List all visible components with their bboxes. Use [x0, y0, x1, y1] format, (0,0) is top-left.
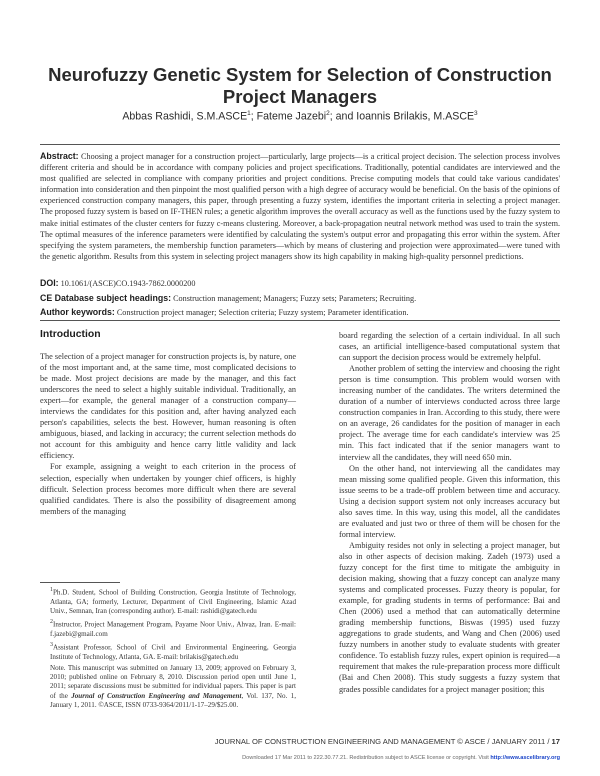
author-1: Abbas Rashidi, S.M.ASCE: [122, 110, 248, 123]
keywords-label: Author keywords:: [40, 307, 115, 317]
abstract: [40, 151, 560, 262]
author-2: Fateme Jazebi: [256, 110, 327, 123]
author-1-mark: 1: [247, 110, 251, 117]
paragraph: On the other hand, not interviewing all the candidates may mean missing some qualified people. Given this information, this issue seems to be a trade-off problem between time and accuracy. Using a decision support system not only increases accuracy but also saves time. In this way, using this model, all the candidates are evaluated and just two or three of them will be chosen for the formal interview.: [339, 463, 560, 539]
paragraph: The selection of a project manager for construction projects is, by nature, one of the most important and, at the same time, most complicated decisions to be made. Most project decisions are made by the manager, and this fact underscores the need to select a highly suitable individual. Traditionally, an expert—for example, the general manager of a construction company—interviews the candidates for this position and, after having analyzed each person's capabilities, selects the best. However, human reasoning is often ambiguous, biased, and lacking in accuracy; the current selection methods do not account for this ambiguity and hence carry little validity and lack efficiency.: [40, 352, 296, 461]
paragraph: For example, assigning a weight to each criterion in the process of selection, especially when undertaken by younger chief officers, is highly difficult. Selection process becomes more difficult when there are several qualified candidates. There is also the possibility of disagreement among members of the managing: [40, 462, 296, 516]
author-list: [40, 110, 560, 123]
paragraph: Ambiguity resides not only in selecting a project manager, but also in other aspects of decision making. Zadeh (1973) used a fuzzy concept for the first time to mitigate the ambiguity in decision making, showing that a fuzzy concept can analyze many systems and complicated processes. Fuzzy theory is popular, for example, for grading students in terms of performance: Bai and Chen (2006) used a method that can automatically determine grading membership functions, Biswas (1995) used fuzzy aggregations to grade students, and Wang and Chen (2006) used fuzzy numbers in another study to evaluate students with greater confidence. To establish fuzzy rules, expert opinion is required—a requirement that makes the rule-preparation process more difficult (Bai and Chen 2008). This study suggests a fuzzy system that grades possible candidates for a project manager position; this: [339, 540, 560, 694]
footnote-2: $^2$Instructor, Project Management Program, Payame Noor Univ., Ahvaz, Iran. E-mail: f.jazebi@gmail.com: [50, 619, 296, 638]
author-3: Ioannis Brilakis, M.ASCE: [356, 110, 475, 123]
author-2-mark: 2: [326, 110, 330, 117]
ce-headings-line: [40, 293, 560, 303]
running-footer-text: JOURNAL OF CONSTRUCTION ENGINEERING AND MANAGEMENT © ASCE / JANUARY 2011 /: [214, 737, 552, 746]
manuscript-note: Note. This manuscript was submitted on January 13, 2009; approved on February 3, 2010; published online on February 8, 2010. Discussion period open until June 1, 2011; separate discussions must be submitted for individual papers. This paper is part of the Journal of Construction Engineering and Management, Vol. 137, No. 1, January 1, 2011. ©ASCE, ISSN 0733-9364/2011/1-17–29/$25.00.: [50, 663, 297, 709]
ce-headings-value: Construction management; Managers; Fuzzy sets; Parameters; Recruiting.: [173, 294, 417, 303]
paragraph: Another problem of setting the interview and choosing the right person is time consumption. This problem would worsen with increasing number of the candidates. The writers determined the duration of a number of interviews conducted across three large construction companies in Iran. According to this study, there were on an average, 26 candidates for the position of manager in each project. The average time for each candidate's interview was 25 min. This fact indicated that if the senior managers want to interview all the candidates, they will need 650 min.: [339, 364, 561, 462]
download-note: [40, 755, 560, 761]
abstract-text: Choosing a project manager for a construction project—particularly, large projects—is a critical project decision. The selection process involves different criteria and should be in accordance with company policies and project specifications. Traditionally, potential candidates are interviewed and the most qualified are selected in compliance with company priorities and project conditions. Precise computing models that could take various candidates' information into consideration and then pinpoint the most qualified person with a high degree of accuracy would be beneficial. On the basis of the opinions of experienced construction company managers, this paper, through presenting a fuzzy system, identifies the important criteria in selecting a project manager. The proposed fuzzy system is based on IF-THEN rules; a genetic algorithm improves the overall accuracy as well as the functions used by the fuzzy system to make initial estimates of the cluster centers for fuzzy c-means clustering. Moreover, a back-propagation neutral network method was used to train the system. The optimal measures of the inference parameters were identified by calculating the system's output error and propagating this error within the system. After specifying the system parameters, the membership function parameters—which by means of clustering and projection were approximated—were tuned with the genetic algorithm. Results from this system in selecting project managers show its high capability in making high-quality personnel predictions.: [40, 152, 561, 261]
doi-label: DOI:: [40, 278, 59, 288]
abstract-label: Abstract:: [40, 151, 79, 161]
page-number: 17: [551, 737, 560, 746]
ce-headings-label: CE Database subject headings:: [40, 293, 172, 303]
footnote-1: $^1$Ph.D. Student, School of Building Construction, Georgia Institute of Technology, Atlanta, GA; formerly, Lecturer, Department of Civil Engineering, Islamic Azad Univ., Semnan, Iran (corresponding author). E-mail: rashidi@gatech.edu: [50, 587, 296, 615]
author-sep-2: ; and: [329, 110, 357, 123]
paper-title: Neurofuzzy Genetic System for Selection of Construction Project Managers: [48, 64, 552, 107]
header-rule: [40, 144, 560, 145]
author-sep-1: ;: [250, 110, 257, 123]
doi-value: 10.1061/(ASCE)CO.1943-7862.0000200: [60, 279, 196, 288]
right-column: [339, 330, 560, 695]
ascelibrary-link[interactable]: http://www.ascelibrary.org: [490, 755, 560, 761]
download-note-text: Downloaded 17 Mar 2011 to 222.30.77.21. Redistribution subject to ASCE license or copyright. Visit: [242, 755, 491, 761]
paragraph: board regarding the selection of a certain individual. In all such cases, an artificial intelligence-based computational system that can support the decision process would be extremely helpful.: [339, 331, 560, 363]
footnote-rule: [40, 582, 120, 583]
section-heading-introduction: Introduction: [40, 329, 101, 340]
running-footer: [40, 737, 560, 746]
doi-line: [40, 278, 560, 288]
journal-name: Journal of Construction Engineering and Management: [71, 691, 242, 700]
keywords-value: Construction project manager; Selection criteria; Fuzzy system; Parameter identification.: [116, 308, 409, 317]
left-column: [40, 351, 296, 517]
footnote-3: $^3$Assistant Professor, School of Civil and Environmental Engineering, Georgia Institute of Technology, Atlanta, GA. E-mail: brilakis@gatech.edu: [50, 641, 296, 661]
author-3-mark: 3: [474, 110, 478, 117]
footnotes: [50, 586, 296, 712]
abstract-rule: [40, 320, 560, 321]
keywords-line: [40, 307, 560, 317]
